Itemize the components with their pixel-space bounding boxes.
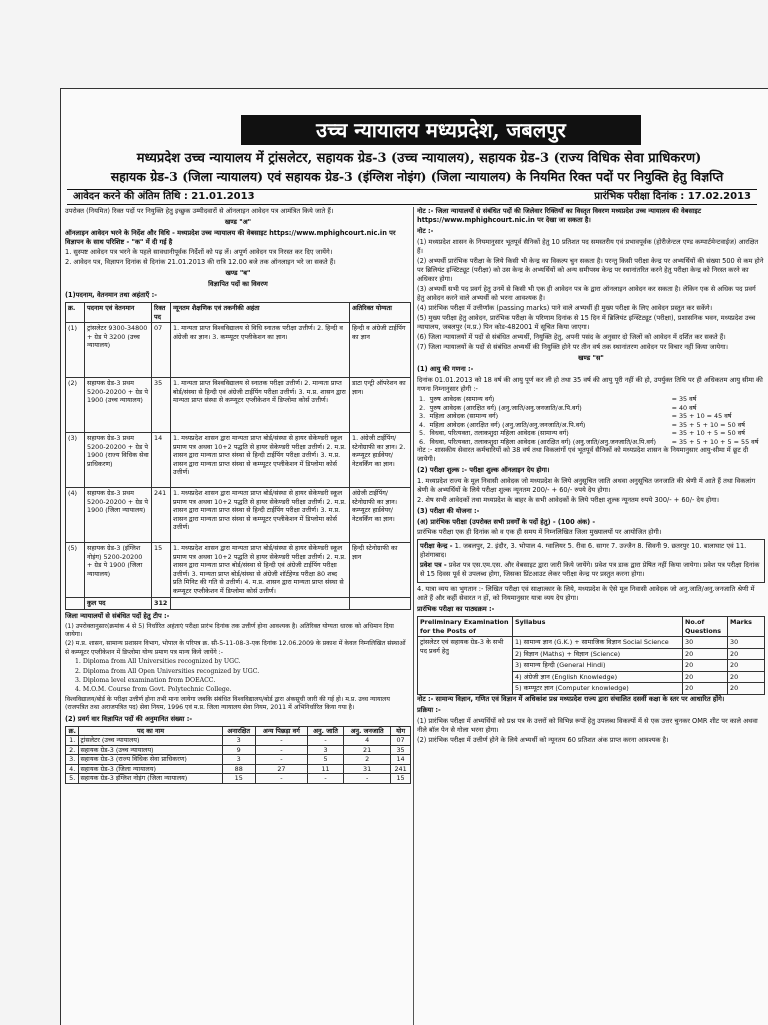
exam-date: प्रारंभिक परीक्षा दिनांक : 17.02.2013	[594, 191, 751, 202]
centres-box	[417, 539, 765, 583]
cell: सहायक ग्रेड-3 इंग्लिश नोइंग (जिला न्यायालय)	[79, 774, 222, 784]
col-header-vacancy: रिक्त पद	[152, 303, 171, 323]
note-item: (5) मुख्य परीक्षा हेतु आवेदन, प्रारंभिक परीक्षा के परिणाम दिनांक से 15 दिन में ब्रिलियंट इन्स्टिट्यूट (परीक्षा), प्रशासनिक भवन, मध्यप्रदेश उच्च न्यायालय, जबलपुर (म.प्र.) पिन कोड-482001 में सूचित किया जाएगा।	[417, 314, 756, 331]
post-no: (2)	[66, 378, 85, 433]
post-name: सहायक ग्रेड-3 प्रथम 5200-20200 + ग्रेड पे 1900 (राज्य विधिक सेवा प्राधिकरण)	[85, 433, 152, 488]
process-heading: प्रक्रिया :-	[417, 705, 441, 714]
cell: 3	[222, 736, 255, 746]
cell: 6.	[419, 437, 426, 446]
cell: 5.	[66, 774, 79, 784]
cell: 4) अंग्रेजी ज्ञान (English Knowledge)	[513, 671, 683, 683]
notice-page	[60, 88, 768, 1025]
admit-card-label: प्रवेश पत्र -	[420, 561, 447, 569]
total-value: 312	[152, 598, 171, 610]
syl-col-post: Preliminary Examination for the Posts of	[418, 617, 513, 637]
col-header-extra: अतिरिक्त योग्यता	[350, 303, 411, 323]
admit-card-text: प्रवेश पत्र एस.एम.एस. और वेबसाइट द्वारा जारी किये जायेंगे। प्रवेश पत्र डाक द्वारा प्रेषित नहीं किया जायेगा। प्रवेश पत्र परीक्षा दिनांक से 15 दिवस पूर्व से उपलब्ध होगा, जिसका प्रिंटआउट लेकर परीक्षा केन्द्र पर प्रस्तुत करना होगा।	[420, 561, 760, 578]
cell: -	[307, 774, 343, 784]
cell: 4	[344, 736, 391, 746]
cell: 20	[683, 671, 728, 683]
post-name: सहायक ग्रेड-3 प्रथम 5200-20200 + ग्रेड पे 1900 (जिला न्यायालय)	[85, 488, 152, 543]
column-divider	[413, 207, 414, 1025]
district-note-1: (1) उपरोक्तानुसार(क्रमांक 4 से 5) निर्धारित अहंताएं परीक्षा प्रारंभ दिनांक तक उत्तीर्ण होना आवश्यक है। अतिरिक्त योग्यता धारक को अधिमान दिया जायेगा।	[65, 622, 394, 638]
res-col-post: पद का नाम	[79, 726, 222, 736]
age-heading: (1) आयु की गणना :-	[417, 365, 474, 373]
syllabus-heading: प्रारंभिक परीक्षा का पाठ्यक्रम :-	[417, 605, 495, 613]
res-col-general: अनारक्षित	[222, 726, 255, 736]
section-a-heading: खण्ड "अ"	[224, 218, 252, 226]
res-col-st: अनु. जनजाति	[344, 726, 391, 736]
cell: = 35 + 10 + 5 = 50 वर्ष	[671, 429, 745, 437]
col-header-no: क्र.	[66, 303, 85, 323]
table-row	[66, 433, 411, 488]
scheme-heading: (3) परीक्षा की योजना :-	[417, 507, 480, 515]
cell: 1) सामान्य ज्ञान (G.K.) + सामाजिक विज्ञान Social Science	[513, 637, 683, 649]
instruction-1: 1. सुस्पष्ट आवेदन पत्र भरने के पहले सावधानीपूर्वक निर्देशों को पढ़ लें। अपूर्ण आवेदन पत्र निरस्त कर दिए जायेंगे।	[65, 248, 333, 256]
cell: सहायक ग्रेड-3 (राज्य विधिक सेवा प्राधिकरण)	[79, 755, 222, 765]
cell: = 35 + 5 + 10 + 5 = 55 वर्ष	[671, 437, 759, 446]
district-vacancy-note: नोट :- जिला न्यायालयों से संबंधित पदों की जिलेवार रिक्तियाँ का विस्तृत विवरण मध्यप्रदेश उच्च न्यायालय की वेबसाइट https://www.mphighcourt.nic.in पर देखा जा सकता है।	[417, 207, 702, 224]
posts-heading: विज्ञापित पदों का विवरण	[208, 280, 268, 288]
notice-title: उच्च न्यायालय मध्यप्रदेश, जबलपुर	[241, 115, 641, 145]
cell: 30	[683, 637, 728, 649]
cell: ट्रांसलेटर (उच्च न्यायालय)	[79, 736, 222, 746]
fee-item: 1. मध्यप्रदेश राज्य के मूल निवासी आवेदक जो मध्यप्रदेश के लिये अनुसूचित जाति अथवा अनुसूचित जनजाति की श्रेणी में आते हैं तथा विकलांग श्रेणी के अभ्यर्थियों के लिये परीक्षा शुल्क न्यूनतम 200/- + 60/- रुपये देय होगा।	[417, 477, 756, 494]
syl-col-marks: Marks	[728, 617, 765, 637]
date-bar	[67, 189, 757, 205]
cell: 88	[222, 764, 255, 774]
cell: 21	[344, 745, 391, 755]
cell: महिला आवेदक (सामान्य वर्ग)	[429, 412, 499, 420]
cell: 5.	[419, 429, 426, 437]
cell: विधवा, परित्यक्ता, तलाकशुदा महिला आवेदक (आरक्षित वर्ग) (अनु.जाति/अनु.जनजाति/अ.पि.वर्ग)	[429, 437, 657, 446]
age-table	[417, 395, 765, 446]
age-text: दिनांक 01.01.2013 को 18 वर्ष की आयु पूर्ण कर ली हो तथा 35 वर्ष की आयु पूरी नहीं की हो, उपर्युक्त तिथि पर ही अधिकतम आयु सीमा की गणना निम्नानुसार होगी :-	[417, 376, 763, 393]
syl-col-questions: No.of Questions	[683, 617, 728, 637]
cell: 2	[344, 755, 391, 765]
cell: -	[307, 736, 343, 746]
syllabus-note: नोट :- सामान्य विज्ञान, गणित एवं विज्ञान में अधिकांश प्रश्न मध्यप्रदेश राज्य द्वारा संचालित दसवीं कक्षा के स्तर पर आधारित होंगे।	[417, 694, 725, 703]
table-total-row	[66, 598, 411, 610]
cell: 5	[307, 755, 343, 765]
post-vacancy: 07	[152, 323, 171, 378]
post-no: (3)	[66, 433, 85, 488]
cell: 20	[728, 683, 765, 695]
cell: 3.	[66, 755, 79, 765]
age-note: नोट :- शासकीय सेवारत कर्मचारियों को 38 वर्ष तथा विकलांगों एवं भूतपूर्व सैनिकों को मध्यप्रदेश शासन के नियमानुसार आयु-सीमा में छूट दी जायेगी।	[417, 446, 749, 463]
diploma-item: 4. M.O.M. Course from Govt. Polytechnic College.	[75, 686, 232, 694]
cell: 15	[391, 774, 411, 784]
prelim-heading: (अ) प्रारंभिक परीक्षा (उपरोक्त सभी प्रवर्गों के पदों हेतु) - (100 अंक) -	[417, 518, 596, 526]
post-qualification: 1. मध्यप्रदेश शासन द्वारा मान्यता प्राप्त बोर्ड/संस्था से हायर सेकेण्डरी स्कूल प्रमाण पत्र अथवा 10+2 पद्धति से हायर सेकेण्डरी परीक्षा उत्तीर्ण। 2. म.प्र. शासन द्वारा मान्यता प्राप्त संस्था से हिन्दी टाईपिंग परीक्षा उत्तीर्ण। 3. म.प्र. शासन द्वारा मान्यता प्राप्त संस्था से कम्प्यूटर एप्लीकेशन में डिप्लोमा कोर्स उत्तीर्ण।	[171, 488, 350, 543]
prelim-text: प्रारंभिक परीक्षा एक ही दिनांक को व एक ही समय में निम्नलिखित जिला मुख्यालयों पर आयोजित होगी।	[417, 528, 662, 536]
posts-table	[65, 302, 411, 610]
cell: 2.	[419, 403, 426, 412]
note-item: (6) जिला न्यायालयों में पदों से संबंधित अभ्यर्थी, नियुक्ति हेतु, अपनी पसंद के अनुसार दो जिलों को आवेदन में दर्शित कर सकते हैं।	[417, 333, 726, 341]
table-row	[418, 637, 765, 649]
cell: 3	[307, 745, 343, 755]
notice-subtitle-line1: मध्यप्रदेश उच्च न्यायालय में ट्रांसलेटर, सहायक ग्रेड-3 (उच्च न्यायालय), सहायक ग्रेड-3 (राज्य विधिक सेवा प्राधिकरण)	[136, 151, 702, 166]
post-extra: डाटा एन्ट्री ऑपरेशन का ज्ञान।	[350, 378, 411, 433]
post-extra: हिन्दी स्टेनोग्राफी का ज्ञान	[350, 543, 411, 598]
cell: 20	[728, 671, 765, 683]
cell: 1.	[66, 736, 79, 746]
note-item: (4) प्रारंभिक परीक्षा में उत्तीर्णांक (passing marks) पाने वाले अभ्यर्थी ही मुख्य परीक्षा के लिए आवेदन प्रस्तुत कर सकेंगे।	[417, 304, 713, 312]
cell: 20	[728, 648, 765, 660]
syl-col-syllabus: Syllabus	[513, 617, 683, 637]
cell: 15	[222, 774, 255, 784]
post-no: (1)	[66, 323, 85, 378]
district-note-2: (2) म.प्र. शासन, सामान्य प्रशासन विभाग, भोपाल के परिपत्र क्र. सी-5-11-08-3-एक दिनांक 12.06.2009 के प्रकाश में केवल निम्नलिखित संस्थाओं से कम्प्यूटर एप्लीकेशन में डिप्लोमा योग्य प्रमाण पत्र मान्य किये जायेंगे :-	[65, 640, 406, 656]
cell: 30	[728, 637, 765, 649]
table-row	[66, 774, 411, 784]
cell: विधवा, परित्यक्ता, तलाकशुदा महिला आवेदक (सामान्य वर्ग)	[429, 429, 569, 437]
travel-allowance: 4. यात्रा व्यय का भुगतान :- लिखित परीक्षा एवं साक्षात्कार के लिये, मध्यप्रदेश के ऐसे मूल निवासी आवेदक जो अनु.जाति/अनु.जनजाति श्रेणी में आते हैं और कहीं सेवारत न हों, को नियमानुसार यात्रा व्यय देय होगा।	[417, 585, 755, 602]
right-column	[417, 207, 765, 1025]
district-note-3: विश्वविद्यालय/बोर्ड के परीक्षा उत्तीर्ण होना तभी माना जायेगा जबकि संबंधित विश्वविद्यालय/बोर्ड द्वारा अंकसूची जारी की गई हो। म.प्र. उच्च न्यायालय (राजपत्रित तथा अराजपत्रित पद) सेवा नियम, 1996 एवं म.प्र. जिला न्यायालय सेवा नियम, 2011 में अभिनिर्धारित किया गया है।	[65, 695, 390, 712]
post-name: ट्रांसलेटर 9300-34800 + ग्रेड पे 3200 (उच्च न्यायालय)	[85, 323, 152, 378]
cell: -	[255, 755, 307, 765]
cell: -	[255, 736, 307, 746]
cell: 3.	[419, 412, 426, 420]
centres-label: परीक्षा केन्द्र -	[420, 542, 453, 550]
note-item: (7) जिला न्यायालयों के पदों से संबंधित अभ्यर्थी की नियुक्ति होने पर तीन वर्ष तक स्थानांतरण आवेदन पर विचार नहीं किया जायेगा।	[417, 343, 729, 351]
section-b-heading: खण्ड "ब"	[225, 269, 251, 277]
cell: = 35 + 5 + 10 = 50 वर्ष	[671, 420, 745, 429]
table-row	[66, 323, 411, 378]
post-extra: 1. अंग्रेजी टाईपिंग/स्टेनोग्राफी का ज्ञान। 2. कम्प्यूटर हार्डवेयर/नेटवर्किंग का ज्ञान।	[350, 433, 411, 488]
cell: 241	[391, 764, 411, 774]
table-row	[417, 412, 765, 421]
post-qualification: 1. मध्यप्रदेश शासन द्वारा मान्यता प्राप्त बोर्ड/संस्था से हायर सेकेण्डरी स्कूल प्रमाण पत्र अथवा 10+2 पद्धति से हायर सेकेण्डरी परीक्षा उत्तीर्ण। 2. म.प्र. शासन द्वारा मान्यता प्राप्त संस्था से हिन्दी टाईपिंग परीक्षा उत्तीर्ण। 3. म.प्र. शासन द्वारा मान्यता प्राप्त संस्था से कम्प्यूटर एप्लीकेशन में डिप्लोमा कोर्स उत्तीर्ण।	[171, 433, 350, 488]
post-name: सहायक ग्रेड-3 प्रथम 5200-20200 + ग्रेड पे 1900 (उच्च न्यायालय)	[85, 378, 152, 433]
table-row	[417, 429, 765, 438]
cell: 4.	[66, 764, 79, 774]
post-qualification: 1. मान्यता प्राप्त विश्वविद्यालय से विधि स्नातक परीक्षा उत्तीर्ण। 2. हिन्दी व अंग्रेजी का ज्ञान। 3. कम्प्यूटर एप्लीकेशन का ज्ञान।	[171, 323, 350, 378]
syllabus-table	[417, 616, 765, 695]
cell: -	[344, 774, 391, 784]
table-row	[66, 755, 411, 765]
cell: -	[255, 745, 307, 755]
table-row	[66, 488, 411, 543]
cell: = 35 + 10 = 45 वर्ष	[671, 412, 732, 420]
centres-list: 1. जबलपुर, 2. इंदौर, 3. भोपाल 4. ग्वालियर 5. रीवा 6. सागर 7. उज्जैन 8. सिवनी 9. छतरपुर 10. बालाघाट एवं 11. होशंगाबाद।	[420, 542, 747, 559]
post-vacancy: 14	[152, 433, 171, 488]
diploma-item: 3. Diploma level examination from DOEACC.	[75, 676, 216, 684]
res-col-no: क्र.	[66, 726, 79, 736]
cell: सहायक ग्रेड-3 (उच्च न्यायालय)	[79, 745, 222, 755]
district-notes-heading: जिला न्यायालयों से संबंधित पदों हेतु टीप :-	[65, 611, 170, 620]
reservation-heading: (2) प्रवर्ग वार विज्ञापित पदों की अनुमानित संख्या :-	[65, 714, 193, 723]
posts-table-title: (1)पदनाम, वेतनमान तथा अहंताएँ :-	[65, 291, 157, 299]
post-extra: अंग्रेजी टाईपिंग/स्टेनोग्राफी का ज्ञान। कम्प्यूटर हार्डवेयर/नेटवर्किंग का ज्ञान।	[350, 488, 411, 543]
post-name: सहायक ग्रेड-3 (इंग्लिश नोइंग) 5200-20200 + ग्रेड पे 1900 (जिला न्यायालय)	[85, 543, 152, 598]
instruction-2: 2. आवेदन पत्र, विज्ञापन दिनांक से दिनांक 21.01.2013 की रात्रि 12.00 बजे तक ऑनलाइन भरे जा सकते हैं।	[65, 258, 336, 266]
res-col-obc: अन्य पिछड़ा वर्ग	[255, 726, 307, 736]
cell: 3	[222, 755, 255, 765]
res-col-sc: अनु. जाति	[307, 726, 343, 736]
cell: 9	[222, 745, 255, 755]
online-instructions: ऑनलाइन आवेदन भरने के निर्देश और विधि - मध्यप्रदेश उच्च न्यायालय की वेबसाइट https://www.mphighcourt.nic.in पर विज्ञापन के साथ परिशिष्ट - "क" में दी गई है	[65, 229, 396, 246]
post-vacancy: 241	[152, 488, 171, 543]
cell: 11	[307, 764, 343, 774]
diploma-item: 1. Diploma from All Universities recognized by UGC.	[75, 658, 241, 666]
cell: 31	[344, 764, 391, 774]
process-item: (2) प्रारंभिक परीक्षा में उत्तीर्ण होने के लिये अभ्यर्थी को न्यूनतम 60 प्रतिशत अंक प्राप्त करना आवश्यक है।	[417, 735, 669, 744]
col-header-qualification: न्यूनतम शैक्षणिक एवं तकनीकी अहंता	[171, 303, 350, 323]
table-row	[417, 421, 765, 430]
left-column	[65, 207, 411, 1025]
notice-subtitle-line2: सहायक ग्रेड-3 (जिला न्यायालय) एवं सहायक ग्रेड-3 (इंग्लिश नोइंग) (जिला न्यायालय) के नियमित रिक्त पदों पर नियुक्ति हेतु विज्ञप्ति	[110, 169, 724, 184]
table-row	[66, 378, 411, 433]
cell: 35	[391, 745, 411, 755]
table-row	[417, 395, 765, 404]
table-row	[417, 438, 765, 447]
post-no: (4)	[66, 488, 85, 543]
col-header-post: पदनाम एवं वेतनमान	[85, 303, 152, 323]
table-row	[66, 745, 411, 755]
section-c-heading: खण्ड "स"	[578, 354, 604, 362]
cell: = 40 वर्ष	[671, 403, 697, 412]
syl-post: ट्रांसलेटर एवं सहायक ग्रेड-3 के सभी पद प्रवर्ग हेतु	[418, 637, 513, 695]
diploma-item: 2. Diploma from All Open Universities recognized by UGC.	[75, 667, 260, 675]
cell: पुरुष आवेदक (सामान्य वर्ग)	[429, 395, 495, 403]
cell: 07	[391, 736, 411, 746]
table-row	[66, 543, 411, 598]
reservation-table	[65, 726, 411, 784]
fee-item: 2. शेष सभी आवेदकों तथा मध्यप्रदेश के बाहर के सभी आवेदकों के लिये परीक्षा शुल्क न्यूनतम रुपये 300/- + 60/- देय होगा।	[417, 496, 719, 504]
process-item: (1) प्रारंभिक परीक्षा में अभ्यर्थियों को प्रश्न पत्र के उत्तरों को विभिन्न रूपों हेतु उपलब्ध विकल्पों में से एक उत्तर चुनकर OMR शीट पर काले अथवा नीले बॉल पेन से गोला भरना होगा।	[417, 716, 758, 734]
notes-label: नोट :-	[417, 227, 434, 235]
cell: सहायक ग्रेड-3 (जिला न्यायालय)	[79, 764, 222, 774]
cell: 1.	[419, 395, 426, 403]
cell: 27	[255, 764, 307, 774]
last-date: आवेदन करने की अंतिम तिथि : 21.01.2013	[73, 191, 255, 202]
cell: 20	[683, 683, 728, 695]
cell: पुरुष आवेदक (आरक्षित वर्ग) (अनु.जाति/अनु.जनजाति/अ.पि.वर्ग)	[429, 403, 582, 412]
intro-text: उपरोक्त (नियमित) रिक्त पदों पर नियुक्ति हेतु इच्छुक उम्मीदवारों से ऑनलाइन आवेदन पत्र आमंत्रित किये जाते हैं।	[65, 207, 334, 215]
cell: 2) विज्ञान (Maths) + विज्ञान (Science)	[513, 648, 683, 660]
fee-heading: (2) परीक्षा शुल्क :- परीक्षा शुल्क ऑनलाइन देय होगा।	[417, 466, 550, 474]
post-extra: हिन्दी व अंग्रेजी टाईपिंग का ज्ञान	[350, 323, 411, 378]
post-vacancy: 15	[152, 543, 171, 598]
cell: 20	[728, 660, 765, 672]
cell: = 35 वर्ष	[671, 395, 697, 403]
cell: -	[255, 774, 307, 784]
total-label: कुल पद	[85, 598, 152, 610]
table-row	[417, 404, 765, 413]
cell: 20	[683, 660, 728, 672]
post-qualification: 1. मान्यता प्राप्त विश्वविद्यालय से स्नातक परीक्षा उत्तीर्ण। 2. मान्यता प्राप्त बोर्ड/संस्था से हिन्दी एवं अंग्रेजी टाईपिंग परीक्षा उत्तीर्ण। 3. म.प्र. शासन द्वारा मान्यता प्राप्त संस्था से कम्प्यूटर एप्लीकेशन में डिप्लोमा कोर्स उत्तीर्ण।	[171, 378, 350, 433]
note-item: (2) अभ्यर्थी प्रारंभिक परीक्षा के लिये किसी भी केन्द्र का विकल्प चुन सकता है। परन्तु किसी परीक्षा केन्द्र पर अभ्यर्थियों की संख्या 500 से कम होने पर ब्रिलियंट इन्स्टिट्यूट (परीक्षा) को उस केन्द्र के अभ्यर्थियों को अन्य समीपस्थ केन्द्र पर स्थानांतरित करने हेतु परीक्षा केन्द्र को निरस्त करने का अधिकार होगा।	[417, 257, 764, 283]
cell: 2.	[66, 745, 79, 755]
cell: 4.	[419, 420, 426, 429]
note-item: (3) अभ्यर्थी सभी पद प्रवर्ग हेतु उनमें से किसी भी एक ही आवेदन पत्र के द्वारा ऑनलाइन आवेदन कर सकता है। लेकिन एक से अधिक पद प्रवर्ग हेतु आवेदन करने वाले अभ्यर्थी को भरना आवश्यक है।	[417, 285, 756, 302]
post-no: (5)	[66, 543, 85, 598]
cell: 3) सामान्य हिन्दी (General Hindi)	[513, 660, 683, 672]
post-vacancy: 35	[152, 378, 171, 433]
cell: 14	[391, 755, 411, 765]
note-item: (1) मध्यप्रदेश शासन के नियमानुसार भूतपूर्व सैनिकों हेतु 10 प्रतिशत पद समस्तरीय एवं प्रभावपूर्वक (होरीजेन्टल एण्ड कम्पार्टमेन्टवाईज) आरक्षित हैं।	[417, 238, 759, 255]
table-row	[66, 764, 411, 774]
cell: महिला आवेदक (आरक्षित वर्ग) (अनु.जाति/अनु.जनजाति/अ.पि.वर्ग)	[429, 420, 586, 429]
res-col-total: योग	[391, 726, 411, 736]
cell: 5) कम्प्यूटर ज्ञान (Computer knowledge)	[513, 683, 683, 695]
post-qualification: 1. मध्यप्रदेश शासन द्वारा मान्यता प्राप्त बोर्ड/संस्था से हायर सेकेण्डरी स्कूल प्रमाण पत्र अथवा 10+2 पद्धति से हायर सेकेण्डरी परीक्षा उत्तीर्ण। 2. म.प्र. शासन द्वारा मान्यता प्राप्त बोर्ड/संस्था से हिन्दी एवं अंग्रेजी टाईपिंग परीक्षा उत्तीर्ण। 3. मान्यता प्राप्त बोर्ड/संस्था से अंग्रेजी शॉर्टहेण्ड परीक्षा 80 शब्द प्रति मिनिट की गति से उत्तीर्ण। 4. म.प्र. शासन द्वारा मान्यता प्राप्त संस्था से कम्प्यूटर एप्लीकेशन में डिप्लोमा कोर्स उत्तीर्ण।	[171, 543, 350, 598]
table-row	[66, 736, 411, 746]
cell: 20	[683, 648, 728, 660]
